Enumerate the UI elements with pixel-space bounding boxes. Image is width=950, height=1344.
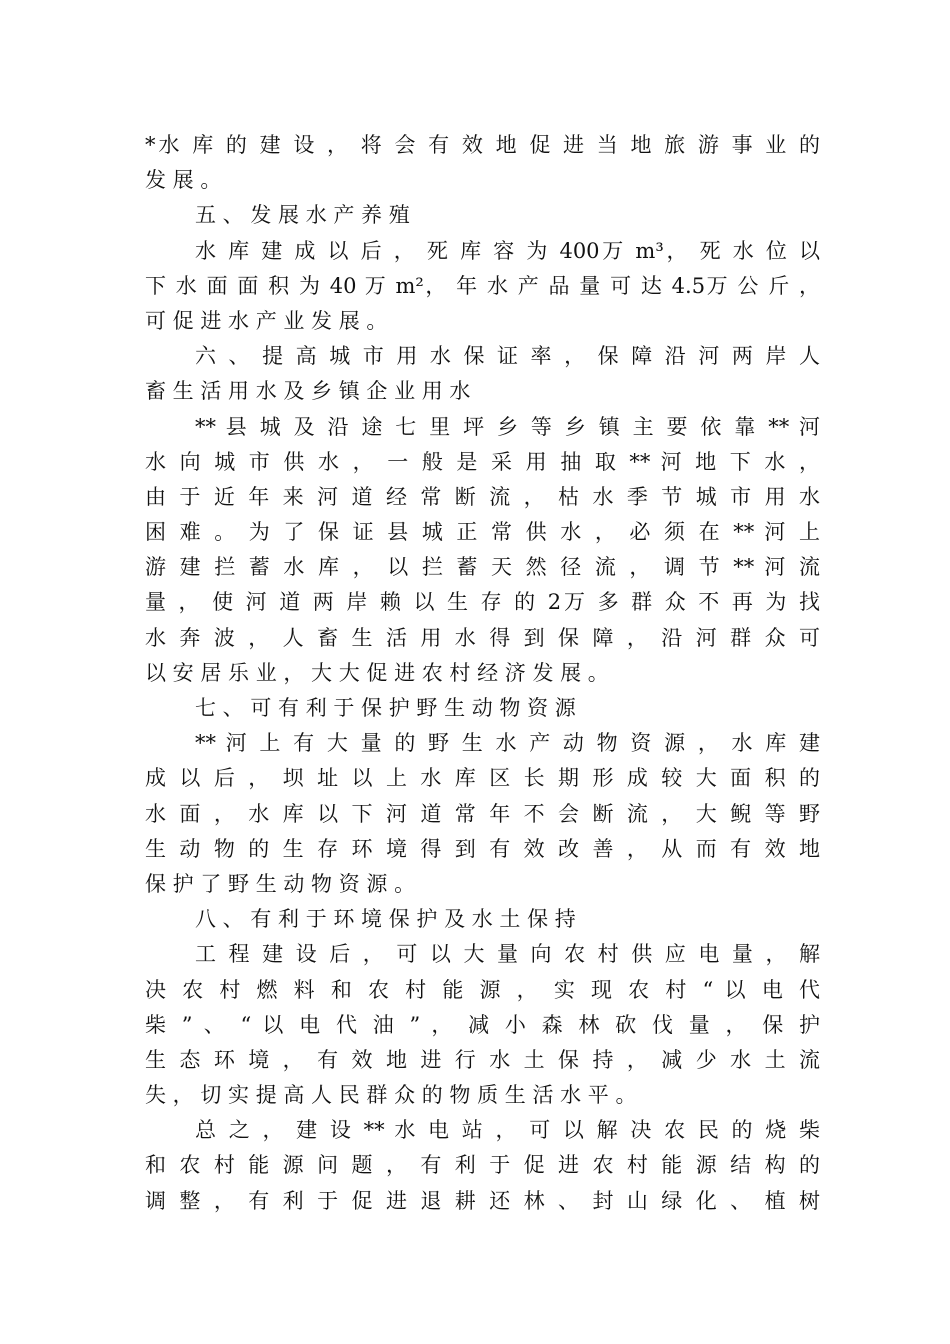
text-line: 柴 ” 、 “ 以 电 代 油 ” ， 减 小 森 林 砍 伐 量 ， 保 护 [145,1012,820,1037]
text-line: 水 库 建 成 以 后 ， 死 库 容 为 400万 m³， 死 水 位 以 [195,238,820,263]
body-text [145,128,820,1219]
text-line: 发 展 。 [145,168,222,193]
text-line: 失 ， 切 实 提 高 人 民 群 众 的 物 质 生 活 水 平 。 [145,1083,637,1108]
text-line: 游 建 拦 蓄 水 库 ， 以 拦 蓄 天 然 径 流 ， 调 节 ** 河 流 [145,555,820,580]
text-line: 以 安 居 乐 业 ， 大 大 促 进 农 村 经 济 发 展 。 [145,660,609,685]
text-line: 总 之 ， 建 设 ** 水 电 站 ， 可 以 解 决 农 民 的 烧 柴 [195,1118,820,1143]
text-line: 七 、 可 有 利 于 保 护 野 生 动 物 资 源 [195,696,576,720]
text-line: ** 县 城 及 沿 途 七 里 坪 乡 等 乡 镇 主 要 依 靠 ** 河 [195,414,820,439]
text-line: 下 水 面 面 积 为 40 万 m²， 年 水 产 品 量 可 达 4.5万 公 斤 ， [145,273,820,298]
text-line: 保 护 了 野 生 动 物 资 源 。 [145,871,416,896]
text-line: 生 态 环 境 ， 有 效 地 进 行 水 土 保 持 ， 减 少 水 土 流 [145,1047,820,1072]
text-line: 水 奔 波 ， 人 畜 生 活 用 水 得 到 保 障 ， 沿 河 群 众 可 [145,625,820,650]
text-line: 六 、 提 高 城 市 用 水 保 证 率 ， 保 障 沿 河 两 岸 人 [195,344,820,369]
text-line: 工 程 建 设 后 ， 可 以 大 量 向 农 村 供 应 电 量 ， 解 [195,942,820,967]
text-line: 生 动 物 的 生 存 环 境 得 到 有 效 改 善 ， 从 而 有 效 地 [145,836,820,861]
text-line: 困 难 。 为 了 保 证 县 城 正 常 供 水 ， 必 须 在 ** 河 上 [145,520,820,545]
text-line: 水 面 ， 水 库 以 下 河 道 常 年 不 会 断 流 ， 大 鲵 等 野 [145,801,820,826]
text-line: 五 、 发 展 水 产 养 殖 [195,203,410,228]
text-line: 量 ， 使 河 道 两 岸 赖 以 生 存 的 2万 多 群 众 不 再 为 找 [145,590,820,615]
text-line: 由 于 近 年 来 河 道 经 常 断 流 ， 枯 水 季 节 城 市 用 水 [145,484,820,509]
text-line: 水 向 城 市 供 水 ， 一 般 是 采 用 抽 取 ** 河 地 下 水 ， [145,449,820,474]
text-line: 可 促 进 水 产 业 发 展 。 [145,308,388,333]
text-line: 畜 生 活 用 水 及 乡 镇 企 业 用 水 [145,379,471,404]
text-line: 八 、 有 利 于 环 境 保 护 及 水 土 保 持 [195,907,576,932]
text-line: *水 库 的 建 设 ， 将 会 有 效 地 促 进 当 地 旅 游 事 业 的 [145,133,820,157]
text-line: ** 河 上 有 大 量 的 野 生 水 产 动 物 资 源 ， 水 库 建 [195,731,820,756]
text-line: 和 农 村 能 源 问 题 ， 有 利 于 促 进 农 村 能 源 结 构 的 [145,1153,820,1178]
text-line: 成 以 后 ， 坝 址 以 上 水 库 区 长 期 形 成 较 大 面 积 的 [145,766,820,791]
text-line: 决 农 村 燃 料 和 农 村 能 源 ， 实 现 农 村 “ 以 电 代 [145,977,820,1002]
text-line: 调 整 ， 有 利 于 促 进 退 耕 还 林 、 封 山 绿 化 、 植 树 [145,1188,820,1213]
